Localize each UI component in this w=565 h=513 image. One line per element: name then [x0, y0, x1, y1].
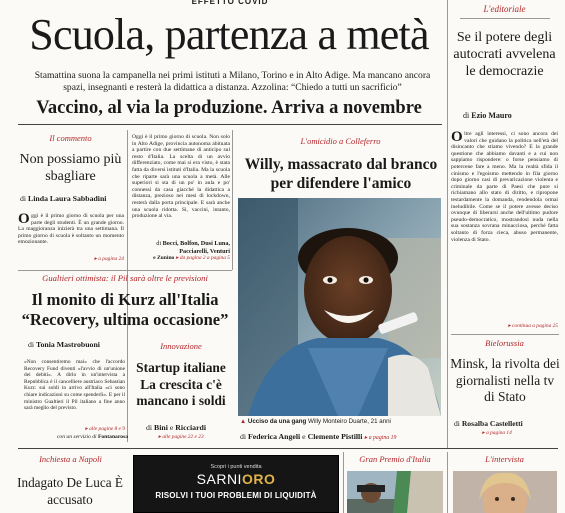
pageref-text: a pagina 19	[368, 435, 397, 441]
service-prefix: con un servizio di	[56, 434, 97, 440]
column-rule	[232, 130, 233, 270]
column-rule	[447, 452, 448, 513]
divider	[18, 124, 442, 125]
bielorussia-pageref[interactable]: ▸ a pagina 14	[482, 430, 512, 436]
school-pageref-row	[132, 255, 230, 261]
kurz-author[interactable]: Tonia Mastrobuoni	[36, 340, 100, 349]
pageref-text: a pagina 24	[98, 256, 124, 262]
pageref-text: alle pagine 22 e 23	[162, 434, 204, 440]
byline-prefix: di	[463, 111, 470, 120]
startup-headline[interactable]: Startup italiane La crescita c'è mancano i soldi	[136, 360, 226, 408]
byline-prefix: di	[20, 194, 27, 203]
byline-prefix: di	[28, 340, 35, 349]
startup-pageref[interactable]: ▸ alle pagine 22 e 23	[158, 434, 204, 440]
napoli-label: Inchiesta a Napoli	[39, 454, 102, 464]
main-deck: Stamattina suona la campanella nei primi istituti a Milano, Torino e in Alto Adige. Ma mancano ancora spazi, insegnanti e resterà la didattica a distanza. Azzolina: “Chiedo a tutti un sacrificio”	[34, 70, 431, 93]
colleferro-pageref[interactable]: ▸ a pagina 19	[364, 435, 397, 441]
editorial-text: ltre agli interessi, ci sono ancora dei valori che guidano la politica nell'età del disincanto che stiamo vivendo? E la grande questione che abbiamo davanti e a cui non sappiamo rispondere: o forse pensiamo di potercene fare a meno. Ma la realtà sfida il cinismo e l'egoismo mettendo in fila giorno dopo giorno casi di prevaricazione violenta e criminale da parte di Paesi che pure si richiamano allo stato di diritto, e ripropone testardamente la domanda, rendendola ormai ineludibile. Come se il potere avesse deciso ovunque di liberarsi anche dell'ultimo pudore pseudo-democratico, mostrandosi nuda nella sua sostanza sovrana minacciosa, perché fatta soltanto di forza cieca, abuso permanente, violenza di Stato.	[451, 131, 558, 243]
colleferro-headline[interactable]: Willy, massacrato dal branco per difendere l'amico	[244, 156, 438, 192]
school-byline	[132, 240, 230, 255]
comment-author[interactable]: Linda Laura Sabbadini	[28, 194, 107, 203]
interview-image	[453, 471, 557, 513]
pageref-text: alle pagine 8 e 9	[89, 426, 125, 432]
pageref-text: a pagina 14	[486, 430, 512, 436]
brand-suffix: ORO	[241, 471, 276, 487]
gp-image	[347, 471, 443, 513]
author-separator: e	[302, 432, 306, 441]
main-headline[interactable]: Scuola, partenza a metà	[29, 10, 429, 59]
ad-brand	[134, 471, 338, 487]
caption-bold: Ucciso da una gang	[247, 418, 307, 425]
editorial-body	[451, 131, 558, 243]
startup-byline	[146, 423, 232, 432]
dropcap: O	[451, 129, 463, 145]
colleferro-author-1[interactable]: Federica Angeli	[248, 432, 301, 441]
divider	[460, 18, 550, 19]
byline-prefix: di	[240, 432, 247, 441]
editorial-byline	[463, 111, 558, 120]
ad-box[interactable]	[133, 455, 339, 513]
willy-photo[interactable]	[238, 198, 441, 416]
ad-small-text: Scopri i punti vendita	[210, 464, 262, 470]
gp-label: Gran Premio d'Italia	[359, 454, 431, 464]
school-pageref[interactable]: ▸ da pagina 2 a pagina 5	[175, 255, 230, 261]
byline-prefix: di	[146, 423, 153, 432]
kurz-label: Gualtieri ottimista: il Pil sarà oltre le previsioni	[42, 273, 208, 283]
comment-byline	[20, 194, 128, 203]
byline-prefix: di	[156, 240, 162, 247]
colleferro-label: L'omicidio a Colleferro	[300, 136, 381, 146]
comment-body	[18, 213, 124, 246]
pageref-text: da pagina 2 a pagina 5	[179, 255, 230, 261]
comment-pageref[interactable]: ▸ a pagina 24	[94, 256, 124, 262]
divider	[451, 334, 559, 335]
comment-label: Il commento	[49, 133, 92, 143]
bielorussia-author[interactable]: Rosalba Castelletti	[461, 419, 523, 428]
kurz-headline[interactable]: Il monito di Kurz all'Italia “Recovery, ultima occasione”	[21, 290, 229, 329]
kurz-body: «Non consentiremo mai» che l'accordo Recovery Fund diventi «l'avvio di un'unione dei debiti». A dirlo in un'intervista a Repubblica è il cancelliere austriaco Sebastian Kurz: sui soldi in arrivo all'Italia «ci sono chiare indicazioni su come spenderli». E per il ministro Gualtieri il Pil italiano a fine anno sarà meglio del previsto.	[24, 359, 125, 412]
comment-headline[interactable]: Non possiamo più sbagliare	[19, 152, 122, 184]
napoli-headline[interactable]: Indagato De Luca È accusato	[17, 475, 123, 507]
colleferro-byline	[240, 432, 446, 441]
ad-tagline: RISOLVI I TUOI PROBLEMI DI LIQUIDITÀ	[155, 491, 317, 500]
column-rule	[343, 452, 344, 513]
comment-text: ggi è il primo giorno di scuola per una parte degli studenti. È un grande giorno. La maggioranza inizierà tra una settimana. Il primo giorno di scuola è soltanto un momento emozionante.	[18, 213, 124, 246]
editorial-author[interactable]: Ezio Mauro	[471, 111, 512, 120]
caption-text: Willy Monteiro Duarte, 21 anni	[308, 418, 391, 425]
bielorussia-byline	[454, 419, 559, 428]
divider	[18, 448, 558, 449]
startup-author-2[interactable]: Ricciardi	[175, 423, 207, 432]
service-author[interactable]: Fontanarosa	[97, 434, 128, 440]
kurz-byline	[28, 340, 138, 349]
kurz-service	[24, 434, 128, 440]
school-authors-2[interactable]: e Zunino	[153, 255, 175, 261]
editorial-label: L'editoriale	[483, 4, 526, 14]
interview-label: L'intervista	[485, 454, 524, 464]
pageref-text: continua a pagina 25	[512, 323, 558, 329]
school-body: Oggi è il primo giorno di scuola. Non solo in Alto Adige, provincia autonoma abituata a partire con due settimane di anticipo sul resto d'Italia. La scelta di un avvio differenziato, come mai si era visto, è stata fatta da diversi istituti d'Italia. Ma la scuola che riparte sarà una scuola a metà. Alle superiori si sta di un po' in aula e po' connessi da casa giacché la didattica a distanza, prezioso nei mesi di lockdown, resterà dalla porta principale. E sarà anche una scuola ridotta. Sì, vaccini, intanto, produzione al via.	[132, 134, 230, 220]
column-rule	[127, 130, 128, 442]
section-label: EFFETTO COVID	[191, 0, 269, 6]
author-separator: e	[169, 423, 174, 432]
sub-headline[interactable]: Vaccino, al via la produzione. Arriva a novembre	[36, 98, 422, 118]
editorial-pageref[interactable]: ▸ continua a pagina 25	[507, 323, 558, 329]
colleferro-author-2[interactable]: Clemente Pistilli	[307, 432, 363, 441]
divider	[18, 270, 232, 271]
column-rule	[447, 0, 448, 448]
portrait-image	[238, 198, 441, 416]
dropcap: O	[18, 211, 30, 227]
editorial-headline[interactable]: Se il potere degli autocrati avvelena le democrazie	[453, 30, 556, 79]
brand-prefix: SARNI	[196, 471, 242, 487]
gp-photo[interactable]	[347, 471, 443, 513]
startup-label: Innovazione	[160, 341, 202, 351]
photo-caption: ▲ Ucciso da una gang Willy Monteiro Duarte, 21 anni	[240, 418, 391, 425]
kurz-pageref[interactable]: ▸ alle pagine 8 e 9	[85, 426, 125, 432]
bielorussia-label: Bielorussia	[485, 338, 524, 348]
interview-photo[interactable]	[453, 471, 557, 513]
startup-author[interactable]: Bini	[154, 423, 168, 432]
bielorussia-headline[interactable]: Minsk, la rivolta dei giornalisti nella tv di Stato	[450, 356, 560, 404]
school-authors[interactable]: Bocci, Bolfon, Dusi Luna, Pacciarelli, Venturi	[162, 240, 230, 255]
byline-prefix: di	[454, 419, 460, 428]
